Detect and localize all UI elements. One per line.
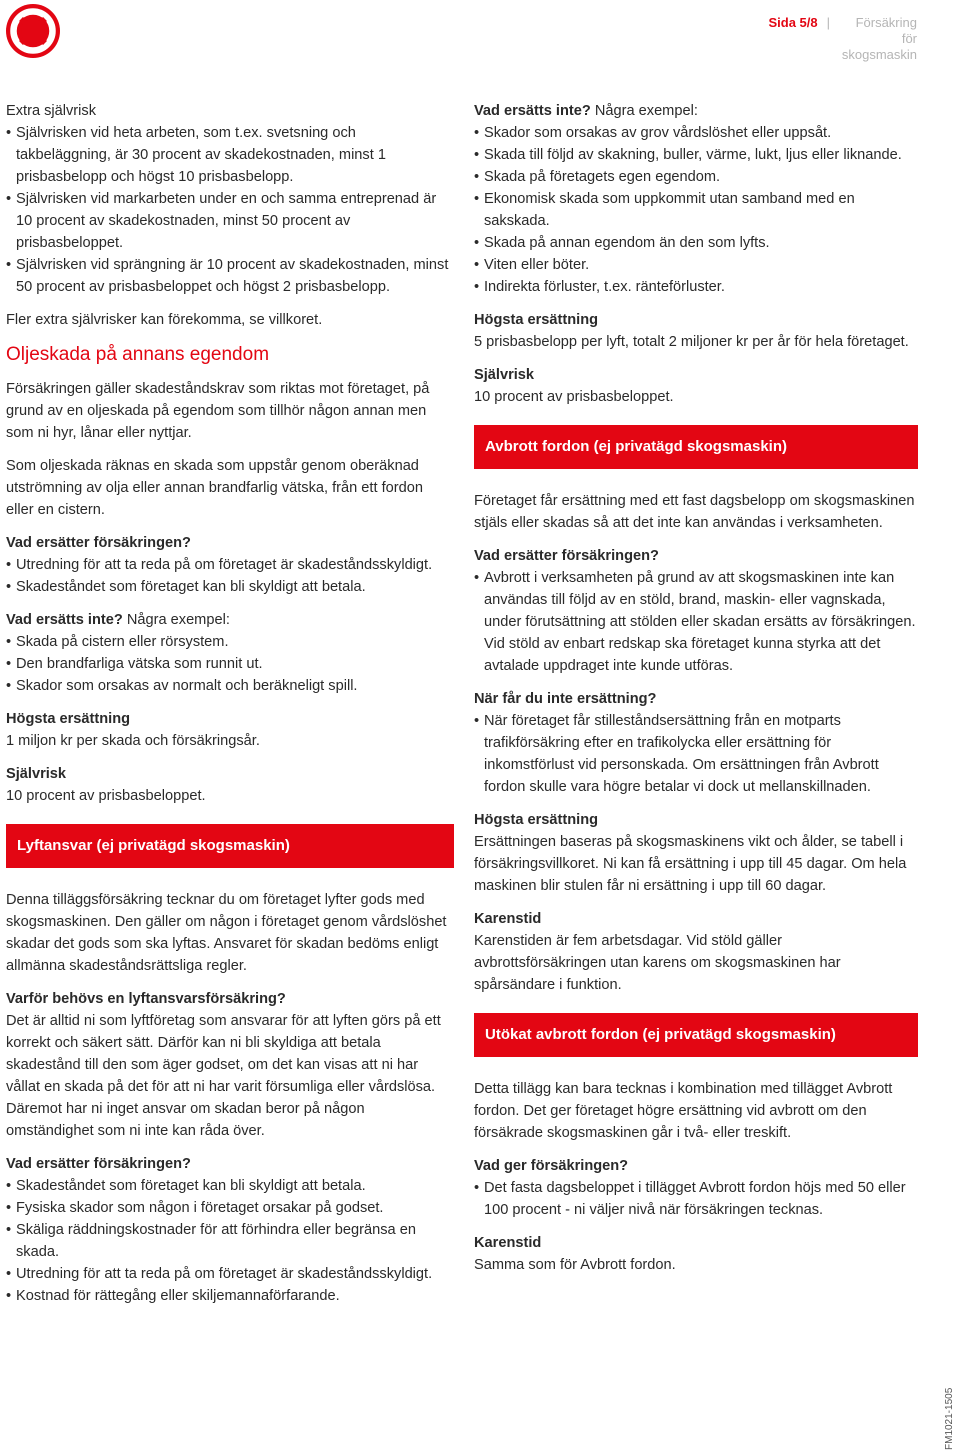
avbrott-covers-heading: Vad ersätter försäkringen? xyxy=(474,548,659,564)
list-item: • Fysiska skador som någon i företaget orsakar på godset. xyxy=(6,1197,454,1219)
page-number: Sida 5/8 xyxy=(768,15,818,30)
list-item: • Den brandfarliga vätska som runnit ut. xyxy=(6,653,454,675)
lyft-not-covered-suffix: Några exempel: xyxy=(590,103,698,119)
lyft-not-covered-heading xyxy=(474,100,918,122)
avbrott-karens-heading: Karenstid xyxy=(474,911,542,927)
extra-sjalvrisk-note: Fler extra självrisker kan förekomma, se villkoret. xyxy=(6,312,323,328)
avbrott-fordon-banner: Avbrott fordon (ej privatägd skogsmaskin) xyxy=(474,425,918,469)
list-item: • Skador som orsakas av grov vårdslöshet eller uppsåt. xyxy=(474,122,918,144)
list-item: • Skada till följd av skakning, buller, värme, lukt, ljus eller liknande. xyxy=(474,144,918,166)
avbrott-when-heading: När får du inte ersättning? xyxy=(474,691,657,707)
avbrott-karens-text: Karenstiden är fem arbetsdagar. Vid stöld gäller avbrottsförsäkringen utan karens om skogsmaskinen har spårsändare i funktion. xyxy=(474,933,841,993)
lyftansvar-why-heading: Varför behövs en lyftansvarsförsäkring? xyxy=(6,991,286,1007)
lyftansvar-covers-heading: Vad ersätter försäkringen? xyxy=(6,1156,191,1172)
list-item: • Självrisken vid markarbeten under en och samma entreprenad är 10 procent av skadekostnaden, minst 50 procent av prisbasbeloppet. xyxy=(6,188,454,254)
utokat-avbrott-banner: Utökat avbrott fordon (ej privatägd skogsmaskin) xyxy=(474,1013,918,1057)
left-column xyxy=(6,100,454,1318)
utokat-karens-text: Samma som för Avbrott fordon. xyxy=(474,1257,676,1273)
avbrott-covers-list xyxy=(474,567,918,677)
avbrott-max-heading: Högsta ersättning xyxy=(474,812,599,828)
list-item: • Utredning för att ta reda på om företaget är skadeståndsskyldigt. xyxy=(6,554,454,576)
utokat-gives-list xyxy=(474,1177,918,1221)
oljeskada-heading: Oljeskada på annans egendom xyxy=(6,344,270,365)
oljeskada-paragraph-2: Som oljeskada räknas en skada som uppstår genom oberäknad utströmning av olja eller annan brandfarlig vätska, från ett fordon eller en cistern. xyxy=(6,458,423,518)
lyftansvar-paragraph: Denna tilläggsförsäkring tecknar du om företaget lyfter gods med skogsmaskinen. Den gäller om någon i företaget genom vårdslöshet skadar det gods som ska lyftas. Ansvaret för skadan bedöms enligt allmänna skadeståndsrättsliga regler. xyxy=(6,892,447,974)
list-item: • Skada på annan egendom än den som lyfts. xyxy=(474,232,918,254)
list-item: • När företaget får stilleståndsersättning från en motparts trafikförsäkring efter en trafikolycka eller ersättning för inkomstförlust vid personskada. Om ersättningen från Avbrott fordon skulle vara högre betalar vi dock ut mellanskillnaden. xyxy=(474,710,918,798)
list-item: • Skäliga räddningskostnader för att förhindra eller begränsa en skada. xyxy=(6,1219,454,1263)
list-item: • Det fasta dagsbeloppet i tillägget Avbrott fordon höjs med 50 eller 100 procent - ni väljer nivå när försäkringen tecknas. xyxy=(474,1177,918,1221)
list-item: • Ekonomisk skada som uppkommit utan samband med en sakskada. xyxy=(474,188,918,232)
list-item: • Självrisken vid sprängning är 10 procent av skadekostnaden, minst 50 procent av prisbasbeloppet och högst 2 prisbasbelopp. xyxy=(6,254,454,298)
oljeskada-covers-heading: Vad ersätter försäkringen? xyxy=(6,535,191,551)
oljeskada-not-covered-suffix: Några exempel: xyxy=(122,612,230,628)
oljeskada-sjalvrisk-heading: Självrisk xyxy=(6,766,67,782)
oljeskada-max-text: 1 miljon kr per skada och försäkringsår. xyxy=(6,733,260,749)
oljeskada-not-covered-label: Vad ersätts inte? xyxy=(6,612,123,628)
utokat-gives-heading: Vad ger försäkringen? xyxy=(474,1158,629,1174)
lyft-sjalvrisk-heading: Självrisk xyxy=(474,367,535,383)
list-item: • Kostnad för rättegång eller skiljemannaförfarande. xyxy=(6,1285,454,1307)
oljeskada-sjalvrisk-text: 10 procent av prisbasbeloppet. xyxy=(6,788,206,804)
list-item: • Skador som orsakas av normalt och beräkneligt spill. xyxy=(6,675,454,697)
oljeskada-covers-list xyxy=(6,554,454,598)
lyftansvar-banner: Lyftansvar (ej privatägd skogsmaskin) xyxy=(6,824,454,868)
utokat-karens-heading: Karenstid xyxy=(474,1235,542,1251)
right-column xyxy=(474,100,918,1287)
oljeskada-not-covered-heading xyxy=(6,609,454,631)
document-title: Försäkring för skogsmaskin xyxy=(841,15,917,62)
oljeskada-paragraph-1: Försäkringen gäller skadeståndskrav som riktas mot företaget, på grund av en oljeskada på egendom som tillhör någon annan men som ni hyr, lånar eller nyttjar. xyxy=(6,381,430,441)
list-item: • Indirekta förluster, t.ex. ränteförluster. xyxy=(474,276,918,298)
lyftansvar-why-text: Det är alltid ni som lyftföretag som ansvarar för att lyften görs på ett korrekt och säkert sätt. Därför kan ni bli skyldiga att betala skadestånd till den som äger godset, om det kan visas att ni har vållat en skada på det för att ni har varit försumliga eller vårdslösa. Däremot har ni inget ansvar om skadan beror på någon omständighet som ni inte kan råda över. xyxy=(6,1013,441,1139)
lyftansvar-covers-list xyxy=(6,1175,454,1307)
header-separator: | xyxy=(826,15,830,30)
list-item: • Skadeståndet som företaget kan bli skyldigt att betala. xyxy=(6,576,454,598)
list-item: • Avbrott i verksamheten på grund av att skogsmaskinen inte kan användas till följd av en stöld, brand, maskin- eller vagnskada, under förutsättning att stölden eller skadan ersätts av försäkringen. Vid stöld av enbart redskap ska företaget kunna styrka att det avtalade uppdraget inte kunde utföras. xyxy=(474,567,918,677)
oljeskada-max-heading: Högsta ersättning xyxy=(6,711,131,727)
list-item: • Självrisken vid heta arbeten, som t.ex. svetsning och takbeläggning, är 30 procent av skadekostnaden, minst 1 prisbasbelopp och högst 10 prisbasbelopp. xyxy=(6,122,454,188)
utokat-paragraph: Detta tillägg kan bara tecknas i kombination med tillägget Avbrott fordon. Det ger företaget högre ersättning vid avbrott om den försäkrade skogsmaskinen går i två- eller treskift. xyxy=(474,1081,893,1141)
lyft-max-text: 5 prisbasbelopp per lyft, totalt 2 miljoner kr per år för hela företaget. xyxy=(474,334,909,350)
avbrott-when-list xyxy=(474,710,918,798)
list-item: • Skada på cistern eller rörsystem. xyxy=(6,631,454,653)
avbrott-paragraph: Företaget får ersättning med ett fast dagsbelopp om skogsmaskinen stjäls eller skadas så att det inte kan användas i verksamheten. xyxy=(474,493,915,531)
list-item: • Skadeståndet som företaget kan bli skyldigt att betala. xyxy=(6,1175,454,1197)
list-item: • Utredning för att ta reda på om företaget är skadeståndsskyldigt. xyxy=(6,1263,454,1285)
extra-sjalvrisk-list xyxy=(6,122,454,298)
avbrott-max-text: Ersättningen baseras på skogsmaskinens vikt och ålder, se tabell i försäkringsvillkoret. Ni kan få ersättning i upp till 45 dagar. Om hela maskinen blir stulen får ni ersättning i upp till 60 dagar. xyxy=(474,834,907,894)
list-item: • Skada på företagets egen egendom. xyxy=(474,166,918,188)
page-header xyxy=(768,15,917,63)
lyft-max-heading: Högsta ersättning xyxy=(474,312,599,328)
lifebuoy-logo-icon xyxy=(5,3,61,59)
lyft-not-covered-list xyxy=(474,122,918,298)
lyft-sjalvrisk-text: 10 procent av prisbasbeloppet. xyxy=(474,389,674,405)
form-code: FM1021-1505 xyxy=(944,1387,955,1450)
lyft-not-covered-label: Vad ersätts inte? xyxy=(474,103,591,119)
oljeskada-not-covered-list xyxy=(6,631,454,697)
extra-sjalvrisk-heading: Extra självrisk xyxy=(6,103,97,119)
list-item: • Viten eller böter. xyxy=(474,254,918,276)
